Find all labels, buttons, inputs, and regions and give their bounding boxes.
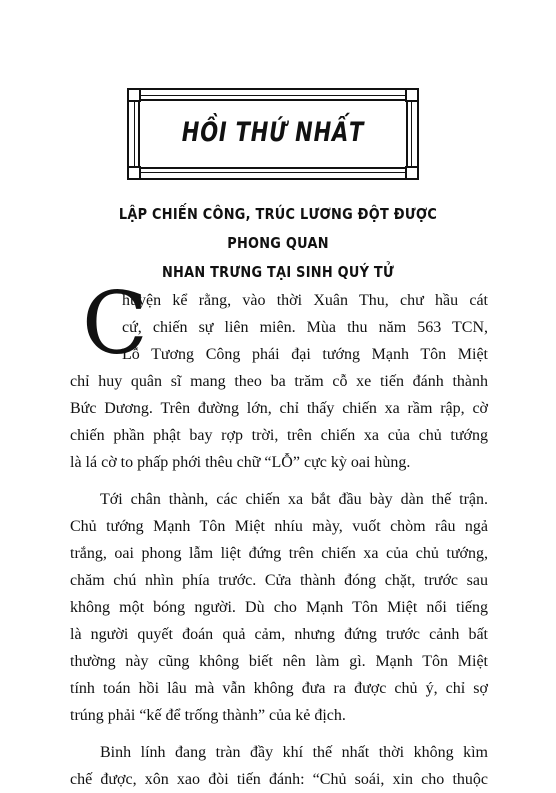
chapter-title: HỒI THỨ NHẤT — [181, 117, 365, 148]
text-line: Binh lính đang tràn đầy khí thế nhất thời không kìm — [100, 744, 488, 761]
drop-cap: C — [82, 274, 148, 374]
text-line: Lỗ Tương Công phái đại tướng Mạnh Tôn Miệt — [122, 346, 488, 363]
text-line: là lá cờ to phấp phới thêu chữ “LỖ” cực kỳ oai hùng. — [70, 454, 411, 471]
section-heading-line-1: LẬP CHIẾN CÔNG, TRÚC LƯƠNG ĐỘT ĐƯỢC PHONG QUAN — [118, 205, 438, 252]
text-line: thường này cũng không biết nên làm gì. Mạnh Tôn Miệt — [70, 653, 488, 670]
text-line: chế được, xôn xao đòi tiến đánh: “Chủ soái, xin cho thuộc — [70, 771, 488, 788]
paragraph-2 — [70, 486, 488, 729]
text-line: là người quyết đoán quả cảm, nhưng đứng trước cảnh bất — [70, 626, 488, 643]
chapter-title-frame — [127, 88, 419, 180]
text-line: cứ, chiến sự liên miên. Mùa thu năm 563 TCN, — [122, 319, 488, 336]
text-line: Bức Dương. Trên đường lớn, chỉ thấy chiến xa rầm rập, cờ — [70, 400, 488, 417]
text-line: huyện kể rằng, vào thời Xuân Thu, chư hầu cát — [122, 292, 488, 309]
frame-corner-ornament — [127, 88, 141, 102]
body-text — [70, 274, 488, 793]
text-line: Chủ tướng Mạnh Tôn Miệt nhíu mày, vuốt chòm râu ngả — [70, 518, 488, 535]
text-line: trúng phải “kế để trống thành” của kẻ địch. — [70, 707, 346, 724]
text-line: Tới chân thành, các chiến xa bắt đầu bày dàn thế trận. — [100, 491, 488, 508]
section-heading-line-2: NHAN TRƯNG TẠI SINH QUÝ TỬ — [161, 263, 395, 281]
text-line: trắng, oai phong lẫm liệt đứng trên chiến xa của chủ tướng, — [70, 545, 488, 562]
text-line: chăm chú nhìn phía trước. Cửa thành đóng chặt, trước sau — [70, 572, 488, 589]
text-line: tính toán hồi lâu mà vẫn không đưa ra được chủ ý, chỉ sợ — [70, 680, 488, 697]
frame-corner-ornament — [127, 166, 141, 180]
text-line: chiến phần phật bay rợp trời, trên chiến xa của chủ tướng — [70, 427, 488, 444]
text-line: không một bóng người. Dù cho Mạnh Tôn Miệt nổi tiếng — [70, 599, 488, 616]
frame-corner-ornament — [405, 88, 419, 102]
text-line: chỉ huy quân sĩ mang theo ba trăm cỗ xe tiến đánh thành — [70, 373, 488, 390]
frame-corner-ornament — [405, 166, 419, 180]
paragraph-3 — [70, 739, 488, 793]
